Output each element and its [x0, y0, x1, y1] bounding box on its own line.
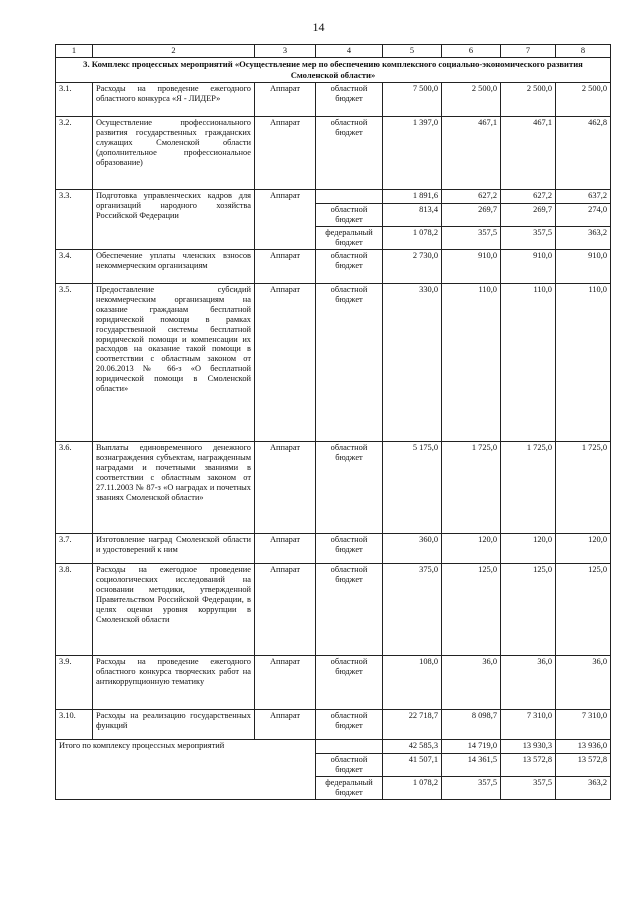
total-value: 14 719,0 — [442, 739, 501, 753]
row-value: 330,0 — [383, 283, 442, 441]
row-value: 5 175,0 — [383, 441, 442, 533]
row-value: 627,2 — [501, 190, 556, 204]
column-header: 8 — [556, 45, 611, 58]
row-source: областной бюджет — [316, 204, 383, 227]
total-source: федеральный бюджет — [316, 776, 383, 799]
row-value: 2 500,0 — [442, 83, 501, 117]
table-row — [56, 83, 611, 117]
row-name: Выплаты единовременного денежного вознаграждения субъектам, награжденным наградами и почетными званиями в соответствии с областным законом от 27.11.2003 № 87-з «О наградах и почетных званиях Смоленской области» — [93, 441, 255, 533]
total-value: 13 936,0 — [556, 739, 611, 753]
row-executor: Аппарат — [255, 655, 316, 709]
row-source: областной бюджет — [316, 655, 383, 709]
table-row — [56, 655, 611, 709]
total-value: 14 361,5 — [442, 753, 501, 776]
row-executor: Аппарат — [255, 249, 316, 283]
row-executor: Аппарат — [255, 533, 316, 563]
row-value: 360,0 — [383, 533, 442, 563]
row-name: Предоставление субсидий некоммерческим организациям на оказание гражданам бесплатной юридической помощи в рамках государственной системы бесплатной юридической помощи и компенсации их расходов на оказание такой помощи в соответствии с областным законом от 20.06.2013 № 66-з «О бесплатной юридической помощи в Смоленской области» — [93, 283, 255, 441]
table-row — [56, 709, 611, 739]
row-value: 22 718,7 — [383, 709, 442, 739]
row-number: 3.10. — [56, 709, 93, 739]
row-number: 3.1. — [56, 83, 93, 117]
row-value: 110,0 — [501, 283, 556, 441]
column-header: 6 — [442, 45, 501, 58]
column-header: 3 — [255, 45, 316, 58]
row-value: 462,8 — [556, 117, 611, 190]
total-value: 42 585,3 — [383, 739, 442, 753]
row-value: 1 891,6 — [383, 190, 442, 204]
row-value: 910,0 — [556, 249, 611, 283]
section-title-row — [56, 58, 611, 83]
table-row — [56, 283, 611, 441]
row-value: 1 725,0 — [442, 441, 501, 533]
row-number: 3.9. — [56, 655, 93, 709]
total-label: Итого по комплексу процессных мероприятий — [56, 739, 316, 799]
row-value: 110,0 — [442, 283, 501, 441]
table-row — [56, 117, 611, 190]
row-value: 2 730,0 — [383, 249, 442, 283]
row-value: 910,0 — [442, 249, 501, 283]
row-value: 467,1 — [442, 117, 501, 190]
row-number: 3.5. — [56, 283, 93, 441]
row-source: областной бюджет — [316, 83, 383, 117]
row-name: Обеспечение уплаты членских взносов некоммерческим организациям — [93, 249, 255, 283]
row-value: 910,0 — [501, 249, 556, 283]
row-source: областной бюджет — [316, 441, 383, 533]
row-source: областной бюджет — [316, 533, 383, 563]
row-number: 3.3. — [56, 190, 93, 250]
row-executor: Аппарат — [255, 190, 316, 250]
row-value: 637,2 — [556, 190, 611, 204]
row-executor: Аппарат — [255, 83, 316, 117]
row-value: 1 078,2 — [383, 227, 442, 250]
row-executor: Аппарат — [255, 117, 316, 190]
row-value: 110,0 — [556, 283, 611, 441]
row-executor: Аппарат — [255, 709, 316, 739]
column-header: 2 — [93, 45, 255, 58]
row-value: 36,0 — [501, 655, 556, 709]
section-title: 3. Комплекс процессных мероприятий «Осуществление мер по обеспечению комплексного социально-экономического развития Смоленской области» — [56, 58, 611, 83]
total-source — [316, 739, 383, 753]
total-value: 357,5 — [501, 776, 556, 799]
budget-table — [55, 44, 611, 800]
row-name: Расходы на ежегодное проведение социологических исследований на основании методики, утвержденной Правительством Российской Федерации, в целях оценки уровня коррупции в Смоленской области — [93, 563, 255, 655]
row-number: 3.7. — [56, 533, 93, 563]
row-number: 3.6. — [56, 441, 93, 533]
row-name: Изготовление наград Смоленской области и удостоверений к ним — [93, 533, 255, 563]
row-value: 1 397,0 — [383, 117, 442, 190]
row-value: 120,0 — [501, 533, 556, 563]
row-value: 269,7 — [442, 204, 501, 227]
table-row — [56, 563, 611, 655]
row-executor: Аппарат — [255, 283, 316, 441]
total-source: областной бюджет — [316, 753, 383, 776]
column-header: 7 — [501, 45, 556, 58]
row-value: 357,5 — [442, 227, 501, 250]
row-name: Подготовка управленческих кадров для организаций народного хозяйства Российской Федерации — [93, 190, 255, 250]
row-name: Расходы на проведение ежегодного областного конкурса творческих работ на антикоррупционную тематику — [93, 655, 255, 709]
row-value: 375,0 — [383, 563, 442, 655]
row-value: 36,0 — [556, 655, 611, 709]
row-source — [316, 190, 383, 204]
row-value: 627,2 — [442, 190, 501, 204]
column-numbers-row — [56, 45, 611, 58]
row-value: 108,0 — [383, 655, 442, 709]
row-value: 36,0 — [442, 655, 501, 709]
row-name: Осуществление профессионального развития государственных гражданских служащих Смоленской области (дополнительное профессиональное образование) — [93, 117, 255, 190]
total-value: 13 572,8 — [556, 753, 611, 776]
column-header: 1 — [56, 45, 93, 58]
row-value: 125,0 — [442, 563, 501, 655]
row-value: 120,0 — [442, 533, 501, 563]
column-header: 4 — [316, 45, 383, 58]
total-value: 13 572,8 — [501, 753, 556, 776]
row-value: 1 725,0 — [501, 441, 556, 533]
row-name: Расходы на реализацию государственных функций — [93, 709, 255, 739]
row-value: 2 500,0 — [556, 83, 611, 117]
page-number: 14 — [312, 20, 325, 34]
table-row — [56, 249, 611, 283]
row-source: федеральный бюджет — [316, 227, 383, 250]
row-number: 3.4. — [56, 249, 93, 283]
row-executor: Аппарат — [255, 441, 316, 533]
table-row — [56, 441, 611, 533]
row-source: областной бюджет — [316, 249, 383, 283]
row-value: 7 310,0 — [501, 709, 556, 739]
row-source: областной бюджет — [316, 709, 383, 739]
table-row — [56, 533, 611, 563]
row-value: 125,0 — [556, 563, 611, 655]
total-value: 13 930,3 — [501, 739, 556, 753]
row-source: областной бюджет — [316, 283, 383, 441]
column-header: 5 — [383, 45, 442, 58]
total-value: 363,2 — [556, 776, 611, 799]
row-value: 813,4 — [383, 204, 442, 227]
row-value: 120,0 — [556, 533, 611, 563]
table-row — [56, 190, 611, 204]
row-value: 363,2 — [556, 227, 611, 250]
row-number: 3.8. — [56, 563, 93, 655]
row-value: 7 500,0 — [383, 83, 442, 117]
total-value: 41 507,1 — [383, 753, 442, 776]
row-value: 357,5 — [501, 227, 556, 250]
total-value: 357,5 — [442, 776, 501, 799]
row-value: 1 725,0 — [556, 441, 611, 533]
row-value: 2 500,0 — [501, 83, 556, 117]
row-name: Расходы на проведение ежегодного областного конкурса «Я - ЛИДЕР» — [93, 83, 255, 117]
row-number: 3.2. — [56, 117, 93, 190]
row-value: 269,7 — [501, 204, 556, 227]
row-value: 274,0 — [556, 204, 611, 227]
row-value: 467,1 — [501, 117, 556, 190]
row-source: областной бюджет — [316, 117, 383, 190]
total-value: 1 078,2 — [383, 776, 442, 799]
row-executor: Аппарат — [255, 563, 316, 655]
row-value: 7 310,0 — [556, 709, 611, 739]
row-value: 125,0 — [501, 563, 556, 655]
row-value: 8 098,7 — [442, 709, 501, 739]
row-source: областной бюджет — [316, 563, 383, 655]
total-row — [56, 739, 611, 753]
